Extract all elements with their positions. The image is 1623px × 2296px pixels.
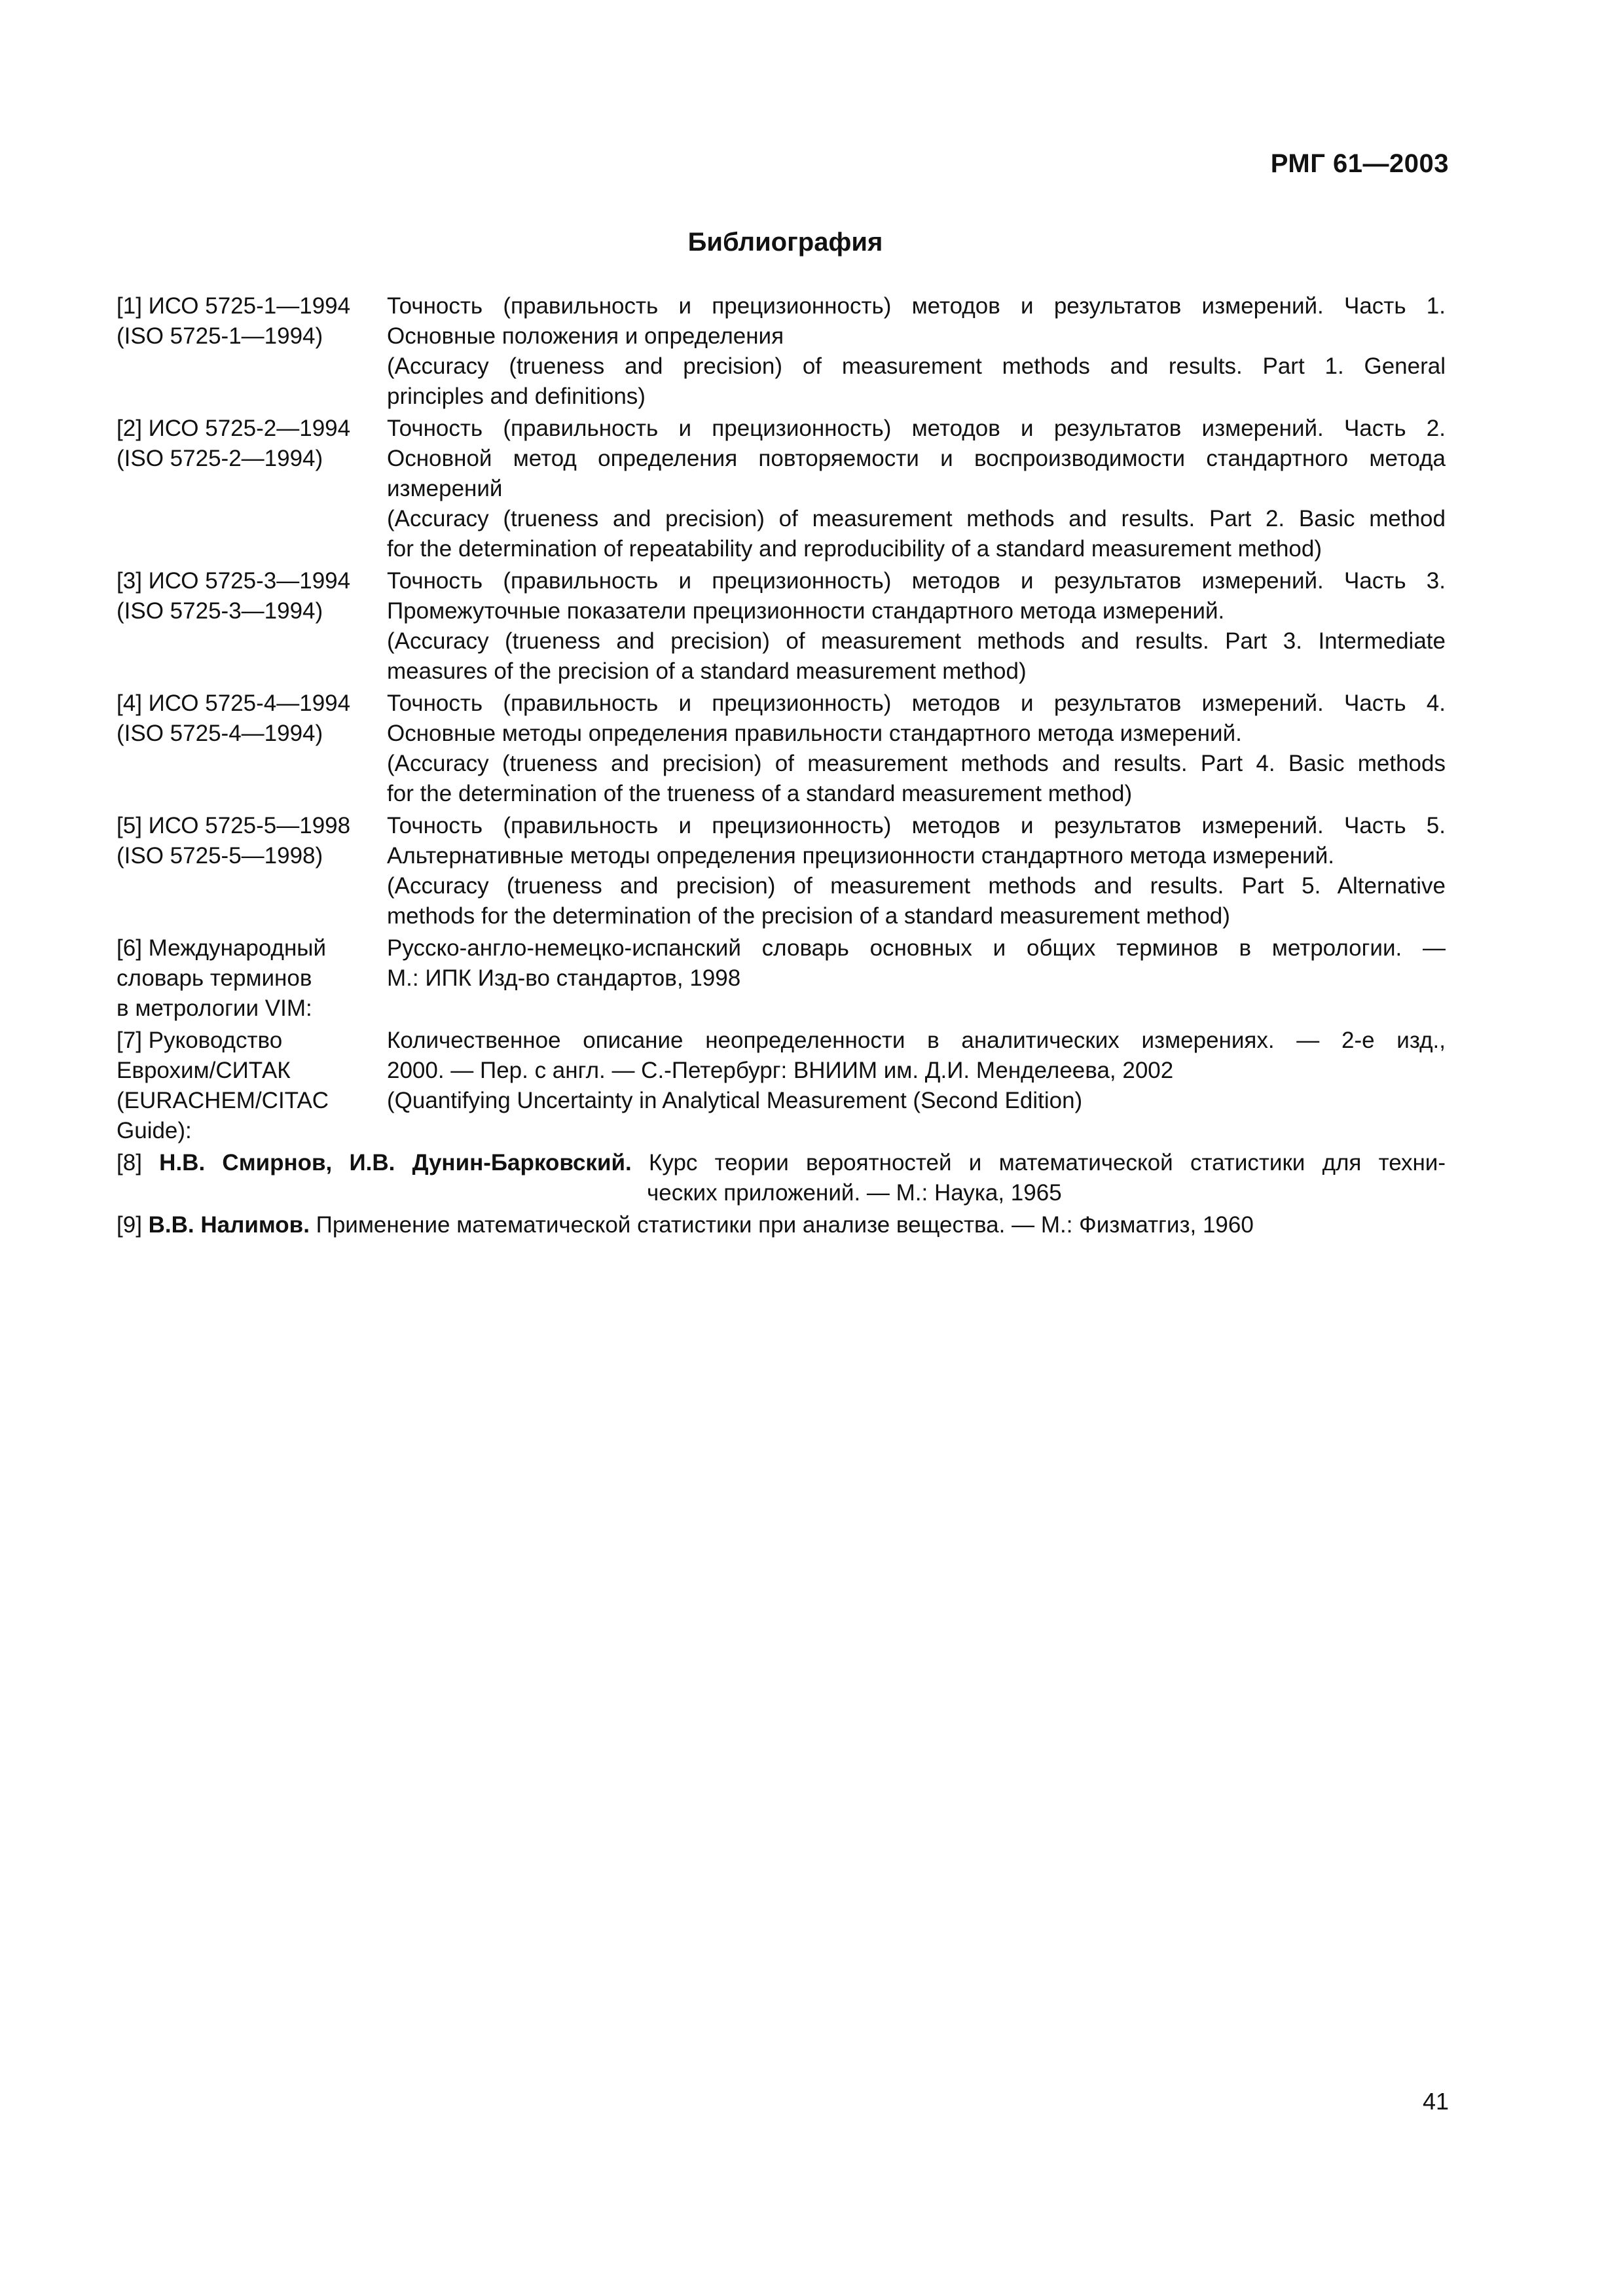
bibliography-list xyxy=(117,291,1446,1242)
entry-text: Применение математической статистики при анализе вещества. — М.: Физматгиз, 1960 xyxy=(316,1212,1254,1238)
text-line: for the determination of repeatability and reproducibility of a standard measurement method) xyxy=(387,536,1322,562)
text-line: Основные положения и определения xyxy=(387,323,784,349)
bibliography-entry-4 xyxy=(117,689,1446,809)
text-line: Точность (правильность и прецизионность) методов и результатов измерений. Часть 2. xyxy=(387,416,1446,441)
ref-line: [6] Международный xyxy=(117,935,327,961)
ref-line: (ISO 5725-1—1994) xyxy=(117,323,323,349)
entry-description xyxy=(387,689,1446,809)
entry-number: [9] xyxy=(117,1212,142,1238)
text-line: Точность (правильность и прецизионность) методов и результатов измерений. Часть 1. xyxy=(387,293,1446,319)
text-line: Промежуточные показатели прецизионности стандартного метода измерений. xyxy=(387,598,1225,624)
entry-line xyxy=(117,1148,1446,1178)
entry-reference xyxy=(117,811,387,931)
text-line: (Accuracy (trueness and precision) of measurement methods and results. Part 4. Basic methods xyxy=(387,751,1446,776)
ref-line: [2] ИСО 5725-2—1994 xyxy=(117,416,351,441)
entry-reference xyxy=(117,689,387,809)
text-line: Основные методы определения правильности стандартного метода измерений. xyxy=(387,721,1242,746)
entry-description xyxy=(387,291,1446,412)
entry-text: Курс теории вероятностей и математической статистики для техни- xyxy=(648,1150,1446,1175)
ref-line: Еврохим/СИТАК xyxy=(117,1058,291,1083)
entry-reference xyxy=(117,566,387,687)
entry-description xyxy=(387,933,1446,1024)
bibliography-entry-3 xyxy=(117,566,1446,687)
text-line: (Accuracy (trueness and precision) of measurement methods and results. Part 2. Basic method xyxy=(387,506,1446,531)
text-line: Альтернативные методы определения прецизионности стандартного метода измерений. xyxy=(387,843,1334,869)
entry-reference xyxy=(117,1026,387,1146)
ref-line: [3] ИСО 5725-3—1994 xyxy=(117,568,351,594)
bibliography-entry-8 xyxy=(117,1148,1446,1208)
entry-reference xyxy=(117,291,387,412)
entry-reference xyxy=(117,414,387,564)
text-line: М.: ИПК Изд-во стандартов, 1998 xyxy=(387,965,741,991)
text-line: Точность (правильность и прецизионность) методов и результатов измерений. Часть 4. xyxy=(387,691,1446,716)
text-line: Русско-англо-немецко-испанский словарь основных и общих терминов в метрологии. — xyxy=(387,935,1446,961)
text-line: Количественное описание неопределенности в аналитических измерениях. — 2-е изд., xyxy=(387,1028,1446,1053)
entry-description xyxy=(387,414,1446,564)
ref-line: [5] ИСО 5725-5—1998 xyxy=(117,813,351,838)
entry-number: [8] xyxy=(117,1150,142,1175)
ref-line: словарь терминов xyxy=(117,965,312,991)
ref-line: [4] ИСО 5725-4—1994 xyxy=(117,691,351,716)
text-line: (Accuracy (trueness and precision) of measurement methods and results. Part 3. Intermediate xyxy=(387,628,1446,654)
text-line: for the determination of the trueness of a standard measurement method) xyxy=(387,781,1133,806)
text-line: (Quantifying Uncertainty in Analytical Measurement (Second Edition) xyxy=(387,1088,1083,1113)
ref-line: (ISO 5725-3—1994) xyxy=(117,598,323,624)
text-line: measures of the precision of a standard measurement method) xyxy=(387,658,1027,684)
ref-line: (ISO 5725-4—1994) xyxy=(117,721,323,746)
bibliography-entry-9 xyxy=(117,1210,1446,1240)
entry-description xyxy=(387,1026,1446,1146)
entry-description xyxy=(387,811,1446,931)
bibliography-entry-1 xyxy=(117,291,1446,412)
document-code: РМГ 61—2003 xyxy=(1270,149,1449,178)
ref-line: Guide): xyxy=(117,1118,192,1143)
entry-reference xyxy=(117,933,387,1024)
text-line: 2000. — Пер. с англ. — С.-Петербург: ВНИИМ им. Д.И. Менделеева, 2002 xyxy=(387,1058,1174,1083)
text-line: измерений xyxy=(387,476,503,501)
entry-text-continuation: ческих приложений. — М.: Наука, 1965 xyxy=(647,1180,1062,1206)
bibliography-entry-6 xyxy=(117,933,1446,1024)
text-line: (Accuracy (trueness and precision) of measurement methods and results. Part 1. General xyxy=(387,353,1446,379)
entry-description xyxy=(387,566,1446,687)
page-title: Библиография xyxy=(687,228,883,257)
page-number: 41 xyxy=(1422,2088,1449,2115)
text-line: (Accuracy (trueness and precision) of measurement methods and results. Part 5. Alternative xyxy=(387,873,1446,899)
ref-line: [1] ИСО 5725-1—1994 xyxy=(117,293,351,319)
ref-line: в метрологии VIM: xyxy=(117,996,312,1021)
ref-line: (ISO 5725-2—1994) xyxy=(117,446,323,471)
ref-line: (EURACHEM/CITAC xyxy=(117,1088,329,1113)
text-line: Точность (правильность и прецизионность) методов и результатов измерений. Часть 5. xyxy=(387,813,1446,838)
bibliography-entry-5 xyxy=(117,811,1446,931)
bibliography-entry-2 xyxy=(117,414,1446,564)
ref-line: [7] Руководство xyxy=(117,1028,283,1053)
ref-line: (ISO 5725-5—1998) xyxy=(117,843,323,869)
entry-authors: Н.В. Смирнов, И.В. Дунин-Барковский. xyxy=(159,1150,632,1175)
text-line: Точность (правильность и прецизионность) методов и результатов измерений. Часть 3. xyxy=(387,568,1446,594)
text-line: Основной метод определения повторяемости и воспроизводимости стандартного метода xyxy=(387,446,1446,471)
text-line: principles and definitions) xyxy=(387,384,646,409)
entry-authors: В.В. Налимов. xyxy=(148,1212,310,1238)
bibliography-entry-7 xyxy=(117,1026,1446,1146)
text-line: methods for the determination of the precision of a standard measurement method) xyxy=(387,903,1230,929)
